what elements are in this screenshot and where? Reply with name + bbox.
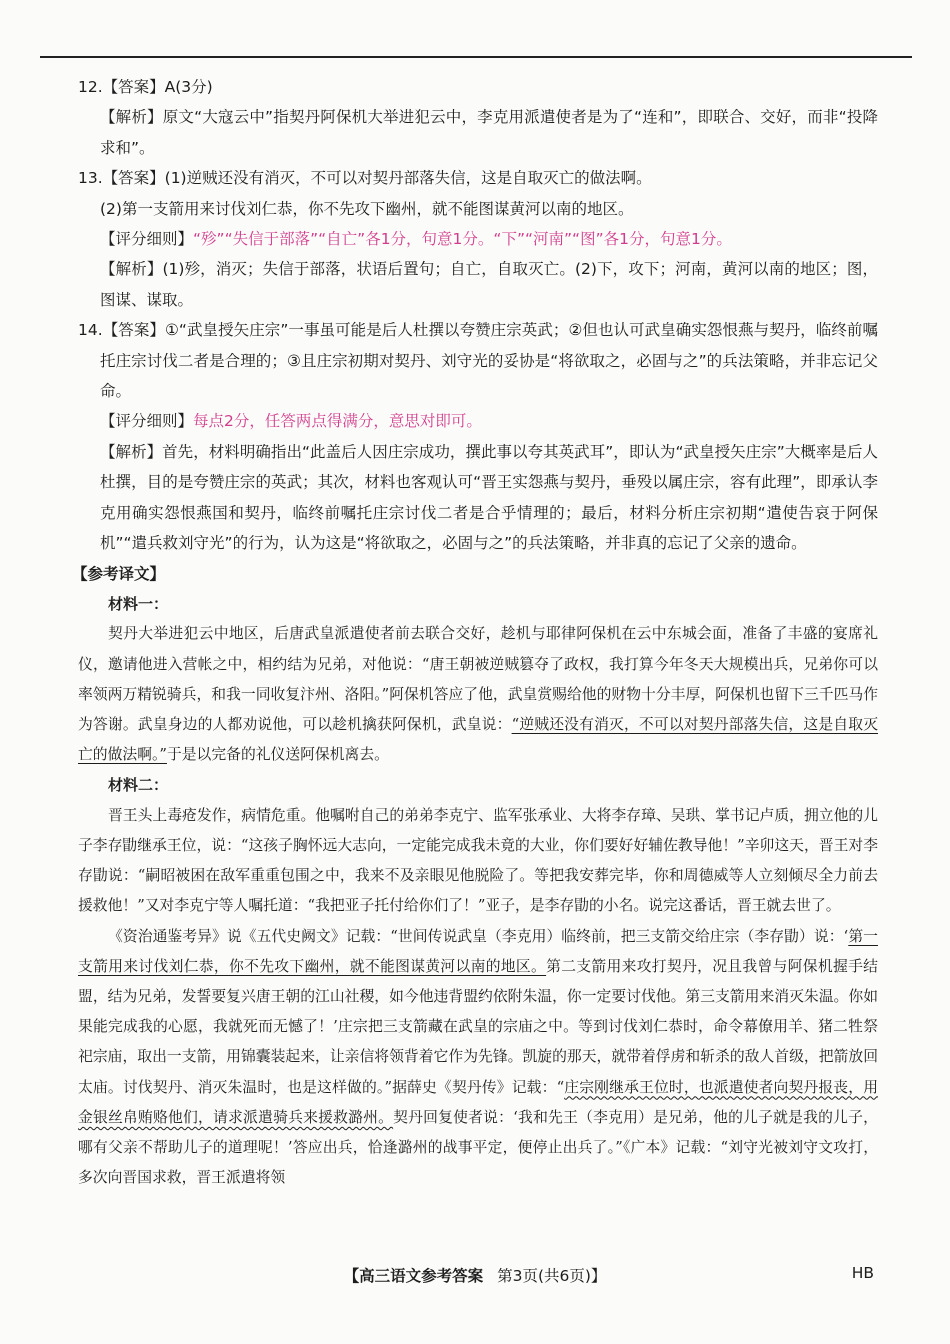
material-1-underlined: “逆贼还没有消灭，不可以对契丹部落失信，这是自取灭亡的做法啊。” [78,715,878,764]
material-2-wavy-underlined: 庄宗刚继承王位时，也派遣使者向契丹报丧，用金银丝帛贿赂他们，请求派遣骑兵来援救潞州。 [78,1078,878,1126]
translation-header: 【参考译文】 [72,564,166,583]
q12-answer: 12.【答案】A(3分) [78,78,213,96]
material-2-underlined: 第一支箭用来讨伐刘仁恭，你不先攻下幽州，就不能图谋黄河以南的地区。 [78,927,878,975]
material-2-part-c: 契丹回复使者说：‘我和先王（李克用）是兄弟，他的儿子就是我的儿子，哪有父亲不帮助儿子的道理呢！’答应出兵，恰逢潞州的战事平定，便停止出兵了。”《广本》记载：“刘守光被刘守文攻打，多次向晋国求救，晋王派遣将领 [78,1108,878,1187]
q12-analysis: 【解析】原文“大寇云中”指契丹阿保机大举进犯云中，李克用派遣使者是为了“连和”，即联合、交好，而非“投降求和”。 [100,108,878,157]
material-2-part-b: 第二支箭用来攻打契丹，况且我曾与阿保机握手结盟，结为兄弟，发誓要复兴唐王朝的江山社稷，如今他违背盟约依附朱温，你一定要讨伐他。第三支箭用来消灭朱温。你如果能完成我的心愿，我就死而无憾了！’庄宗把三支箭藏在武皇的宗庙之中。等到讨伐刘仁恭时，命令幕僚用羊、猪二牲祭祀宗庙，取出一支箭，用锦囊装起来，让亲信将领背着它作为先锋。凯旋的那天，就带着俘虏和斩杀的敌人首级，把箭放回太庙。讨伐契丹、消灭朱温时，也是这样做的。”据薛史《契丹传》记载：“ [78,957,878,1096]
material-2-part-a: 《资治通鉴考异》说《五代史阙文》记载：“世间传说武皇（李克用）临终前，把三支箭交给庄宗（李存勖）说：‘ [108,927,849,945]
q14-analysis: 【解析】首先，材料明确指出“此盖后人因庄宗成功，撰此事以夸其英武耳”，即认为“武皇授矢庄宗”大概率是后人杜撰，目的是夸赞庄宗的英武；其次，材料也客观认可“晋王实怨燕与契丹，垂殁以属庄宗，容有此理”，即承认李克用确实怨恨燕国和契丹，临终前嘱托庄宗讨伐二者是合乎情理的；最后，材料分析庄宗初期“遣使告哀于阿保机”“遣兵救刘守光”的行为，认为这是“将欲取之，必固与之”的兵法策略，并非真的忘记了父亲的遗命。 [100,442,878,553]
page-footer [0,1264,950,1286]
q13-answer: 13.【答案】(1)逆贼还没有消灭，不可以对契丹部落失信，这是自取灭亡的做法啊。 [78,169,652,188]
q13-scoring-text: “殄”“失信于部落”“自亡”各1分，句意1分。“下”“河南”“图”各1分，句意1分。 [193,230,732,249]
q14-scoring-text: 每点2分，任答两点得满分，意思对即可。 [193,412,482,431]
scoring-label: 【评分细则】 [100,230,194,249]
header-rule [40,56,912,58]
material-1-text [78,619,878,770]
q13-answer-2: (2)第一支箭用来讨伐刘仁恭，你不先攻下幽州，就不能图谋黄河以南的地区。 [100,199,634,218]
q13-analysis: 【解析】(1)殄，消灭；失信于部落，状语后置句；自亡，自取灭亡。(2)下，攻下；河南，黄河以南的地区；图，图谋、谋取。 [100,260,878,309]
q14-scoring [78,406,878,436]
material-1-title: 材料一： [108,594,169,613]
page-content [72,72,878,1193]
footer-page: 第3页(共6页)】 [497,1267,607,1285]
material-1-part-a: 契丹大举进犯云中地区，后唐武皇派遣使者前去联合交好，趁机与耶律阿保机在云中东城会面，准备了丰盛的宴席礼仪，邀请他进入营帐之中，相约结为兄弟，对他说：“唐王朝被逆贼篡夺了政权，我打算今年冬天大规模出兵，兄弟你可以率领两万精锐骑兵，和我一同收复汴州、洛阳。”阿保机答应了他，武皇赏赐给他的财物十分丰厚，阿保机也留下三千匹马作为答谢。武皇身边的人都劝说他，可以趁机擒获阿保机，武皇说： [78,625,878,733]
material-2-title: 材料二： [108,776,169,795]
material-2-para-2 [78,922,878,1194]
q13-scoring [78,224,878,254]
scoring-label: 【评分细则】 [100,412,194,431]
material-2-para-1: 晋王头上毒疮发作，病情危重。他嘱咐自己的弟弟李克宁、监军张承业、大将李存璋、吴珙、掌书记卢质，拥立他的儿子李存勖继承王位，说：“这孩子胸怀远大志向，一定能完成我未竟的大业，你们要好好辅佐教导他！”辛卯这天，晋王对李存勖说：“嗣昭被困在敌军重重包围之中，我来不及亲眼见他脱险了。等把我安葬完毕，你和周德威等人立刻倾尽全力前去援救他！”又对李克宁等人嘱托道：“我把亚子托付给你们了！”亚子，是李存勖的小名。说完这番话，晋王就去世了。 [78,806,878,915]
footer-title: 【高三语文参考答案 [343,1267,484,1285]
q14-answer: 14.【答案】①“武皇授矢庄宗”一事虽可能是后人杜撰以夸赞庄宗英武；②但也认可武皇确实怨恨燕与契丹，临终前嘱托庄宗讨伐二者是合理的；③且庄宗初期对契丹、刘守光的妥协是“将欲取之，必固与之”的兵法策略，并非忘记父命。 [78,321,878,401]
material-1-part-b: 于是以完备的礼仪送阿保机离去。 [166,746,389,764]
footer-code: HB [851,1264,874,1282]
